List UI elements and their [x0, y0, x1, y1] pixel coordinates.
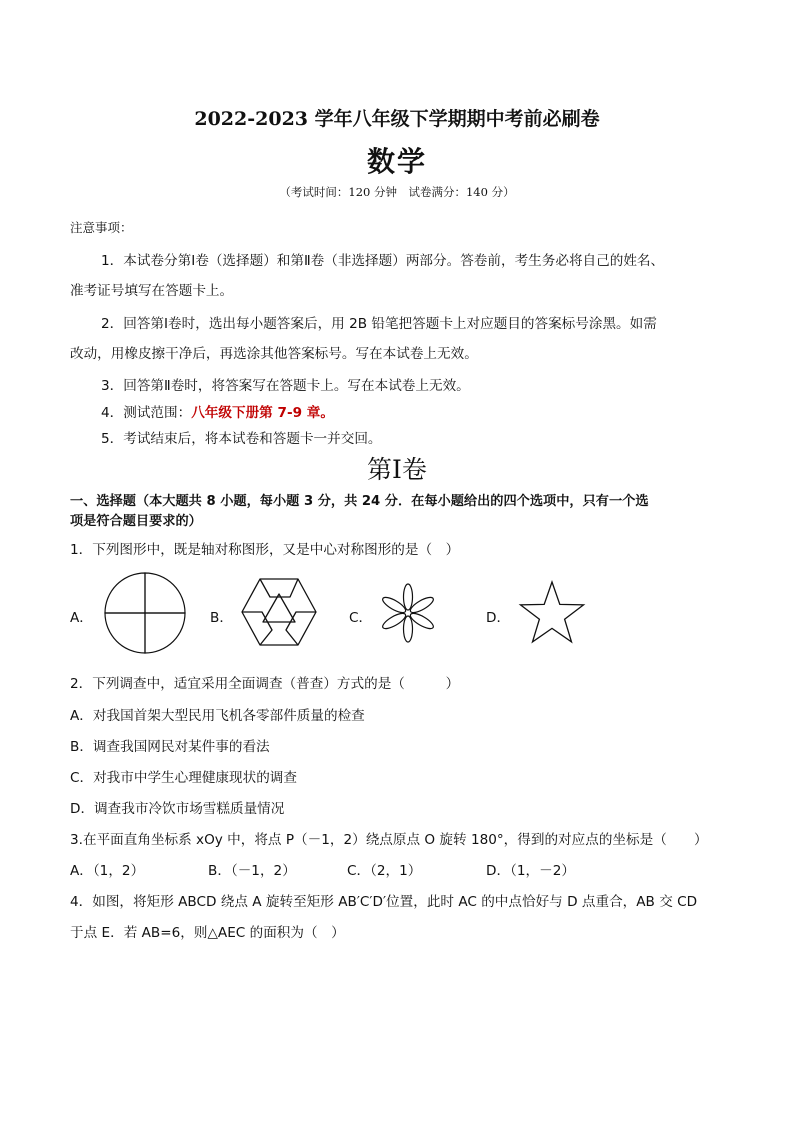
six-petal-flower-figure: [374, 579, 442, 647]
notice-item-5: 5．考试结束后，将本试卷和答题卡一并交回。: [101, 431, 382, 447]
q2-option-a: A．对我国首架大型民用飞机各零部件质量的检查: [70, 708, 365, 724]
notice-item-2-line-2: 改动，用橡皮擦干净后，再选涂其他答案标号。写在本试卷上无效。: [70, 346, 478, 362]
notice-item-4: [101, 401, 334, 421]
q1-option-b-label: B．: [210, 610, 233, 626]
section-1-line-1: 一、选择题（本大题共 8 小题，每小题 3 分，共 24 分．在每小题给出的四个选项中，只有一个选: [70, 494, 649, 509]
five-point-star-figure: [518, 580, 586, 646]
test-scope: 八年级下册第 7-9 章。: [191, 405, 334, 421]
question-4-line-2: 于点 E．若 AB=6，则△AEC 的面积为（ ）: [70, 925, 345, 941]
notice-item-4-prefix: 4．测试范围：: [101, 405, 192, 421]
exam-title: 2022-2023 学年八年级下学期期中考前必刷卷: [194, 108, 600, 130]
question-1-stem: 1．下列图形中，既是轴对称图形，又是中心对称图形的是（ ）: [70, 542, 460, 558]
notice-heading: 注意事项：: [70, 220, 133, 235]
q3-option-b: B．（－1，2）: [208, 863, 296, 879]
hexagon-triangle-figure: [240, 576, 318, 648]
part-title: 第Ⅰ卷: [367, 455, 427, 484]
exam-meta: （考试时间：120 分钟 试卷满分：140 分）: [279, 185, 515, 199]
question-4-line-1: 4．如图，将矩形 ABCD 绕点 A 旋转至矩形 AB′C′D′位置，此时 AC 的中点恰好与 D 点重合，AB 交 CD: [70, 894, 698, 910]
notice-item-2-line-1: 2．回答第Ⅰ卷时，选出每小题答案后，用 2B 铅笔把答题卡上对应题目的答案标号涂黑。如需: [101, 316, 657, 332]
q2-option-d: D．调查我市冷饮市场雪糕质量情况: [70, 801, 285, 817]
question-3-stem: 3.在平面直角坐标系 xOy 中，将点 P（－1，2）绕点原点 O 旋转 180°，得到的对应点的坐标是（ ）: [70, 832, 708, 848]
q3-option-d: D．（1，－2）: [486, 863, 575, 879]
subject-title: 数学: [366, 145, 427, 178]
q2-option-b: B．调查我国网民对某件事的看法: [70, 739, 270, 755]
q1-option-c-label: C．: [349, 610, 373, 626]
q2-option-c: C．对我市中学生心理健康现状的调查: [70, 770, 297, 786]
q1-option-d-label: D．: [486, 610, 511, 626]
question-2-stem: 2．下列调查中，适宜采用全面调查（普查）方式的是（ ）: [70, 676, 460, 692]
notice-item-3: 3．回答第Ⅱ卷时，将答案写在答题卡上。写在本试卷上无效。: [101, 378, 470, 394]
pinwheel-figure: [103, 571, 187, 655]
q3-option-a: A．（1，2）: [70, 863, 145, 879]
q1-option-a-label: A．: [70, 610, 93, 626]
notice-item-1-line-1: 1．本试卷分第Ⅰ卷（选择题）和第Ⅱ卷（非选择题）两部分。答卷前，考生务必将自己的姓名、: [101, 253, 665, 269]
notice-item-1-line-2: 准考证号填写在答题卡上。: [70, 283, 234, 299]
q3-option-c: C．（2，1）: [347, 863, 422, 879]
section-1-line-2: 项是符合题目要求的）: [70, 514, 202, 529]
